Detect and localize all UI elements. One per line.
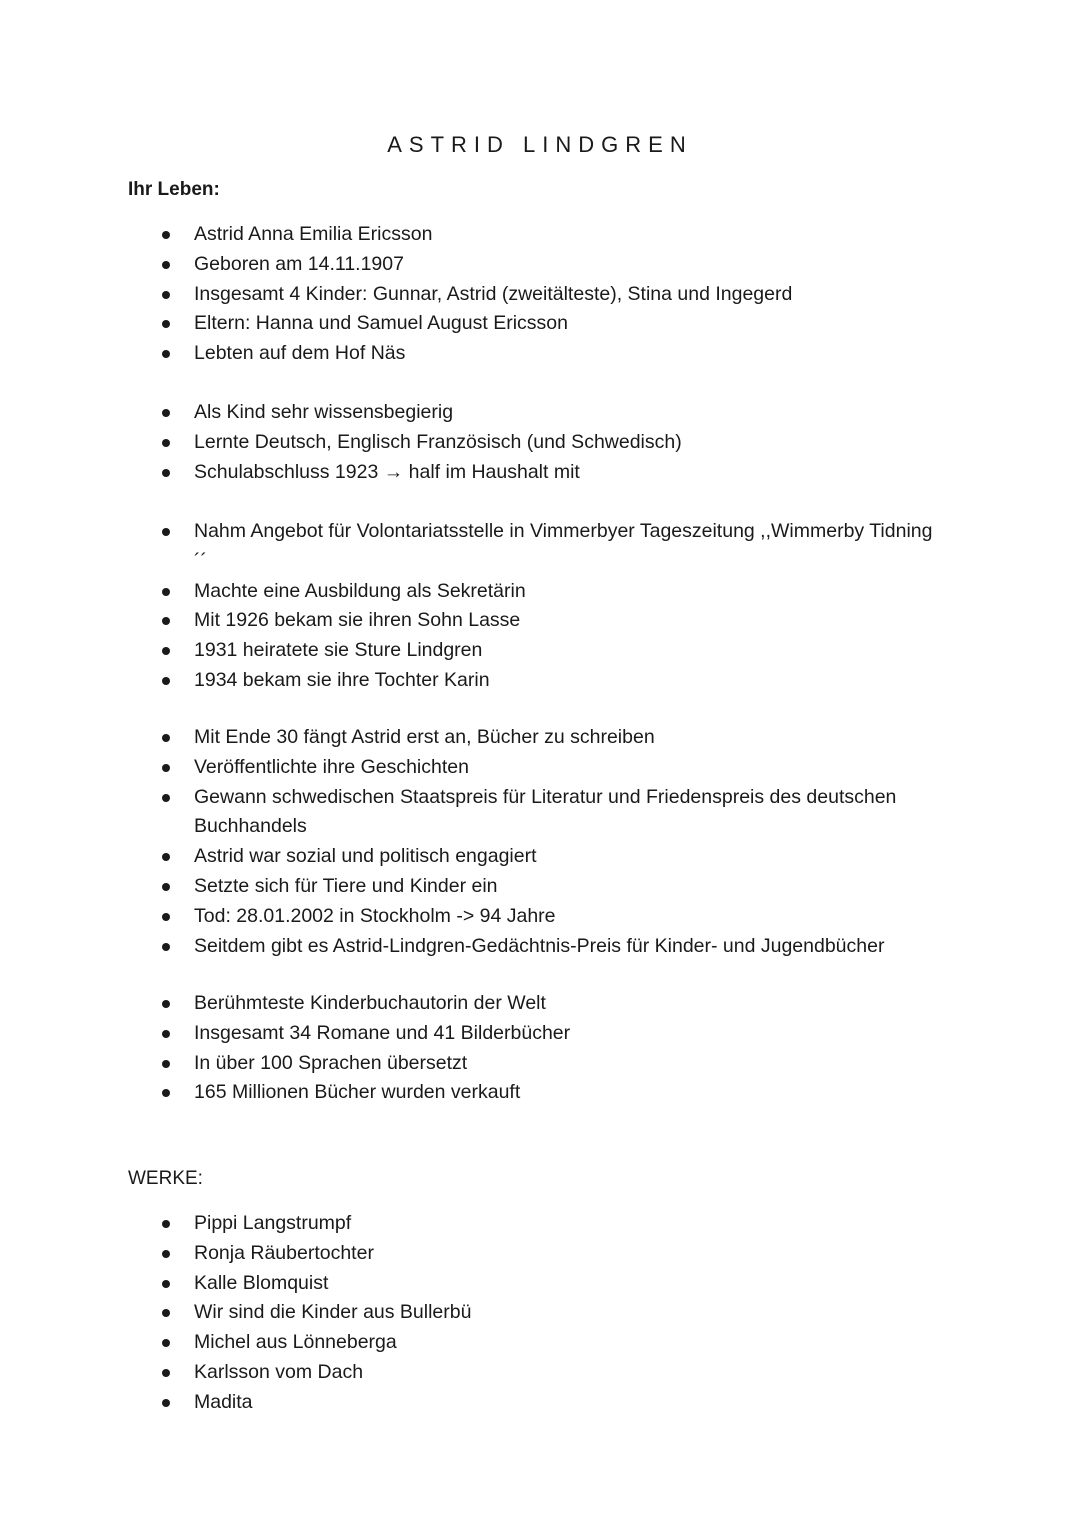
list-item: Seitdem gibt es Astrid-Lindgren-Gedächtnis-Preis für Kinder- und Jugendbücher	[155, 932, 935, 962]
list-item: Ronja Räubertochter	[155, 1239, 935, 1269]
list-item: Machte eine Ausbildung als Sekretärin	[155, 577, 935, 607]
bullet-list-werke	[155, 1209, 935, 1418]
page-title: ASTRID LINDGREN	[387, 132, 693, 157]
list-item: Als Kind sehr wissensbegierig	[155, 398, 935, 428]
list-item: Berühmteste Kinderbuchautorin der Welt	[155, 989, 935, 1019]
bullet-list-leben-1	[155, 220, 935, 369]
section-heading-leben: Ihr Leben:	[128, 179, 220, 200]
list-item: Wir sind die Kinder aus Bullerbü	[155, 1298, 935, 1328]
list-item: Michel aus Lönneberga	[155, 1328, 935, 1358]
list-item: Madita	[155, 1388, 935, 1418]
list-item: Tod: 28.01.2002 in Stockholm -> 94 Jahre	[155, 902, 935, 932]
list-item: Eltern: Hanna und Samuel August Ericsson	[155, 309, 935, 339]
list-item: Karlsson vom Dach	[155, 1358, 935, 1388]
bullet-list-leben-3	[155, 517, 935, 696]
list-item: Lernte Deutsch, Englisch Französisch (und Schwedisch)	[155, 428, 935, 458]
list-item: Nahm Angebot für Volontariatsstelle in Vimmerbyer Tageszeitung ,,Wimmerby Tidning´´	[155, 517, 935, 577]
bullet-list-leben-4	[155, 723, 935, 961]
list-item: In über 100 Sprachen übersetzt	[155, 1049, 935, 1079]
list-item: Astrid Anna Emilia Ericsson	[155, 220, 935, 250]
list-item: Astrid war sozial und politisch engagiert	[155, 842, 935, 872]
list-item: Pippi Langstrumpf	[155, 1209, 935, 1239]
list-item: Mit Ende 30 fängt Astrid erst an, Bücher zu schreiben	[155, 723, 935, 753]
list-item: Kalle Blomquist	[155, 1269, 935, 1299]
list-item: 165 Millionen Bücher wurden verkauft	[155, 1078, 935, 1108]
list-item: 1934 bekam sie ihre Tochter Karin	[155, 666, 935, 696]
section-heading-werke: WERKE:	[128, 1168, 203, 1189]
list-item: Setzte sich für Tiere und Kinder ein	[155, 872, 935, 902]
bullet-list-leben-2	[155, 398, 935, 487]
bullet-list-leben-5	[155, 989, 935, 1108]
list-item: Insgesamt 4 Kinder: Gunnar, Astrid (zweitälteste), Stina und Ingegerd	[155, 280, 935, 310]
list-item: Insgesamt 34 Romane und 41 Bilderbücher	[155, 1019, 935, 1049]
list-item: Geboren am 14.11.1907	[155, 250, 935, 280]
list-item: Veröffentlichte ihre Geschichten	[155, 753, 935, 783]
list-item: 1931 heiratete sie Sture Lindgren	[155, 636, 935, 666]
list-item: Lebten auf dem Hof Näs	[155, 339, 935, 369]
list-item: Mit 1926 bekam sie ihren Sohn Lasse	[155, 606, 935, 636]
list-item: Schulabschluss 1923 → half im Haushalt mit	[155, 458, 935, 488]
list-item: Gewann schwedischen Staatspreis für Literatur und Friedenspreis des deutschen Buchhandels	[155, 783, 935, 843]
